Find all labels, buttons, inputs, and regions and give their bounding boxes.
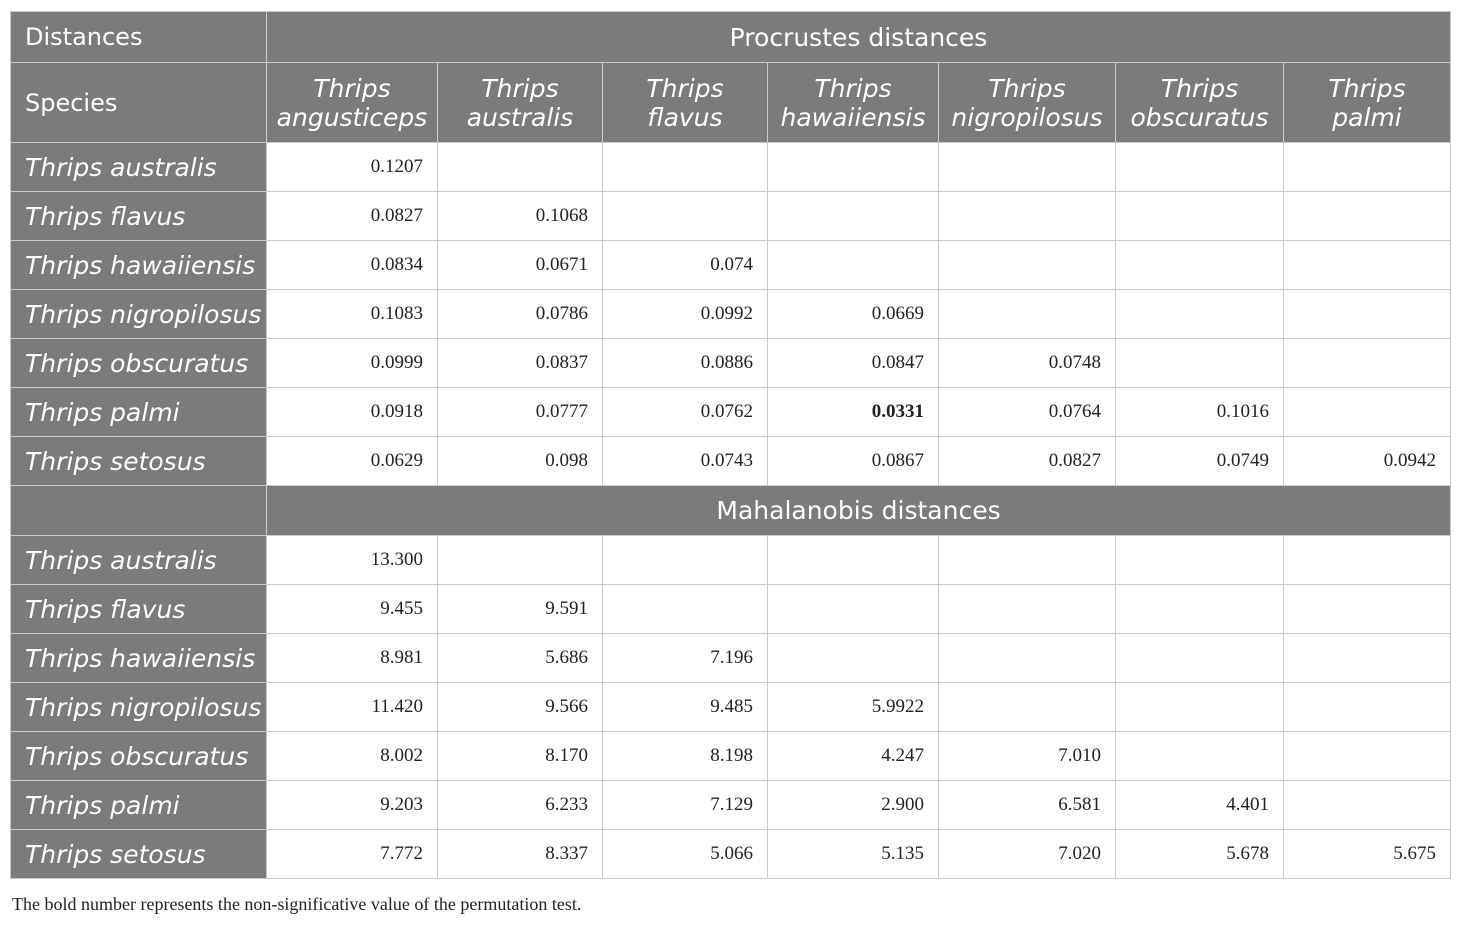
value-cell: 8.198 [603,732,768,781]
procrustes-section [11,143,1451,486]
value-cell: 9.591 [438,585,603,634]
value-cell: 6.581 [939,781,1116,830]
value-cell: 7.010 [939,732,1116,781]
table-row [11,781,1451,830]
value-cell: 0.1083 [267,290,438,339]
species-label: Thrips hawaiiensis [11,241,267,290]
footnote: The bold number represents the non-significative value of the permutation test. [12,894,582,914]
value-cell: 9.485 [603,683,768,732]
value-cell [603,143,768,192]
value-cell [1284,290,1451,339]
value-cell [1116,290,1284,339]
species-label: Thrips nigropilosus [11,290,267,339]
value-cell [1284,732,1451,781]
value-cell [939,536,1116,585]
value-cell [1116,143,1284,192]
value-cell [1116,192,1284,241]
distance-table [10,11,1451,879]
column-header: Thrips nigropilosus [939,63,1116,143]
value-cell: 11.420 [267,683,438,732]
value-cell: 0.0748 [939,339,1116,388]
table-row [11,585,1451,634]
value-cell: 7.020 [939,830,1116,879]
species-label: Thrips australis [11,536,267,585]
table-row [11,634,1451,683]
value-cell: 8.002 [267,732,438,781]
value-cell: 8.170 [438,732,603,781]
value-cell [939,634,1116,683]
value-cell: 5.675 [1284,830,1451,879]
species-label: Thrips flavus [11,192,267,241]
value-cell [1116,241,1284,290]
value-cell [1116,536,1284,585]
value-cell [1284,388,1451,437]
table-row [11,536,1451,585]
value-cell [1284,241,1451,290]
value-cell: 5.066 [603,830,768,879]
value-cell: 0.074 [603,241,768,290]
column-header: Thrips angusticeps [267,63,438,143]
value-cell: 0.0786 [438,290,603,339]
value-cell [1284,192,1451,241]
table-row [11,830,1451,879]
value-cell: 0.1016 [1116,388,1284,437]
value-cell [1284,536,1451,585]
procrustes-title: Procrustes distances [267,12,1451,63]
value-cell [939,585,1116,634]
value-cell [1284,781,1451,830]
value-cell: 0.0629 [267,437,438,486]
value-cell [768,585,939,634]
species-label: Thrips palmi [11,781,267,830]
value-cell [768,634,939,683]
value-cell [603,192,768,241]
value-cell [939,683,1116,732]
species-label: Thrips australis [11,143,267,192]
value-cell: 0.0669 [768,290,939,339]
value-cell: 0.1068 [438,192,603,241]
species-label: Thrips setosus [11,437,267,486]
value-cell: 8.337 [438,830,603,879]
value-cell: 13.300 [267,536,438,585]
value-cell: 0.0867 [768,437,939,486]
distances-header: Distances [11,12,267,63]
value-cell [1116,634,1284,683]
table-row [11,339,1451,388]
species-label: Thrips obscuratus [11,339,267,388]
value-cell: 7.129 [603,781,768,830]
value-cell: 0.0918 [267,388,438,437]
value-cell: 5.135 [768,830,939,879]
column-header-row [11,63,1451,143]
value-cell: 0.0777 [438,388,603,437]
value-cell [1116,732,1284,781]
column-header: Thrips hawaiiensis [768,63,939,143]
column-header: Thrips flavus [603,63,768,143]
value-cell: 2.900 [768,781,939,830]
value-cell: 0.1207 [267,143,438,192]
value-cell: 4.247 [768,732,939,781]
table-row [11,241,1451,290]
value-cell: 7.772 [267,830,438,879]
column-header: Thrips palmi [1284,63,1451,143]
value-cell [768,143,939,192]
value-cell [768,192,939,241]
value-cell [1284,585,1451,634]
value-cell [1284,339,1451,388]
species-label: Thrips hawaiiensis [11,634,267,683]
value-cell [603,536,768,585]
value-cell: 9.566 [438,683,603,732]
section-spacer [11,486,267,536]
species-header: Species [11,63,267,143]
value-cell: 0.0834 [267,241,438,290]
species-label: Thrips setosus [11,830,267,879]
value-cell: 0.0886 [603,339,768,388]
value-cell: 4.401 [1116,781,1284,830]
value-cell: 5.9922 [768,683,939,732]
species-label: Thrips obscuratus [11,732,267,781]
value-cell [939,143,1116,192]
value-cell: 0.0762 [603,388,768,437]
value-cell: 7.196 [603,634,768,683]
table-row [11,290,1451,339]
value-cell [939,192,1116,241]
value-cell [1284,634,1451,683]
table-row [11,683,1451,732]
value-cell: 0.0827 [267,192,438,241]
value-cell: 8.981 [267,634,438,683]
table-row [11,388,1451,437]
table-row [11,732,1451,781]
species-label: Thrips flavus [11,585,267,634]
value-cell [768,536,939,585]
table-row [11,192,1451,241]
value-cell [603,585,768,634]
value-cell: 0.0764 [939,388,1116,437]
value-cell: 5.686 [438,634,603,683]
mahalanobis-title: Mahalanobis distances [267,486,1451,536]
value-cell [768,241,939,290]
value-cell: 6.233 [438,781,603,830]
value-cell [1116,339,1284,388]
mahalanobis-section [11,536,1451,879]
value-cell [1116,683,1284,732]
value-cell [438,143,603,192]
value-cell: 0.0847 [768,339,939,388]
value-cell [939,241,1116,290]
table-row [11,143,1451,192]
species-label: Thrips nigropilosus [11,683,267,732]
value-cell: 0.0743 [603,437,768,486]
column-header: Thrips obscuratus [1116,63,1284,143]
value-cell: 9.455 [267,585,438,634]
value-cell [939,290,1116,339]
value-cell: 0.0992 [603,290,768,339]
value-cell [1116,585,1284,634]
value-cell: 0.0671 [438,241,603,290]
table-row [11,437,1451,486]
species-label: Thrips palmi [11,388,267,437]
value-cell: 9.203 [267,781,438,830]
value-cell: 5.678 [1116,830,1284,879]
value-cell: 0.0942 [1284,437,1451,486]
value-cell: 0.0331 [768,388,939,437]
value-cell [1284,683,1451,732]
value-cell: 0.098 [438,437,603,486]
value-cell: 0.0749 [1116,437,1284,486]
value-cell [438,536,603,585]
column-header: Thrips australis [438,63,603,143]
value-cell [1284,143,1451,192]
value-cell: 0.0999 [267,339,438,388]
value-cell: 0.0837 [438,339,603,388]
value-cell: 0.0827 [939,437,1116,486]
